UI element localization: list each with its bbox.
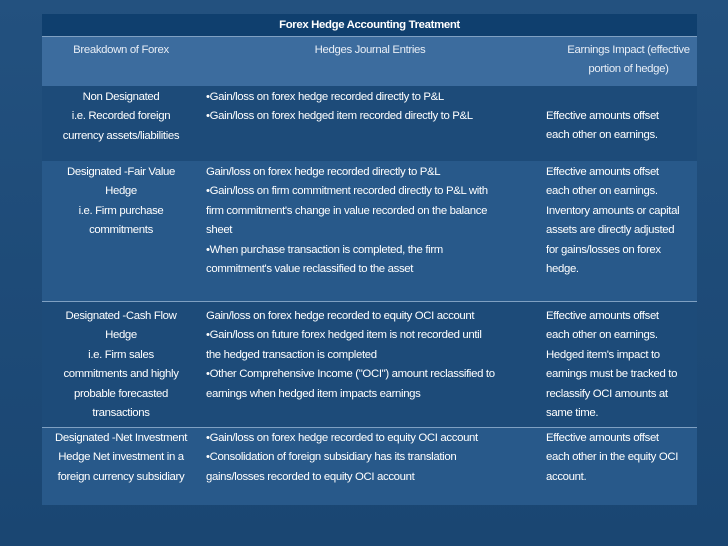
- cell-earnings-impact: [540, 161, 697, 302]
- cell-line: Effective amounts offset: [546, 432, 659, 444]
- cell-line: each other on earnings.: [546, 329, 658, 342]
- cell-breakdown: [42, 428, 200, 506]
- cell-line: account.: [546, 470, 587, 483]
- cell-line: Gain/loss on forex hedge recorded to equity OCI account: [206, 310, 475, 322]
- cell-line: transactions: [92, 407, 150, 420]
- cell-line: •Gain/loss on forex hedge recorded directly to P&L: [206, 91, 444, 103]
- cell-line: Hedge: [105, 185, 137, 198]
- cell-line: Effective amounts offset: [546, 310, 659, 322]
- cell-line: •Gain/loss on forex hedged item recorded directly to P&L: [206, 110, 473, 123]
- cell-breakdown: [42, 86, 200, 151]
- cell-line: Inventory amounts or capital: [546, 204, 680, 217]
- cell-line: hedge.: [546, 263, 579, 276]
- cell-line: Hedged item's impact to: [546, 348, 660, 361]
- cell-line: •Gain/loss on forex hedge recorded to equity OCI account: [206, 432, 478, 444]
- cell-line: Effective amounts offset: [546, 110, 659, 122]
- cell-line: probable forecasted: [73, 387, 169, 400]
- forex-hedge-table: [42, 14, 697, 505]
- table-title: Forex Hedge Accounting Treatment: [42, 14, 697, 37]
- cell-breakdown: [42, 161, 200, 302]
- cell-line: firm commitment's change in value recorded on the balance: [206, 204, 488, 217]
- cell-line: Designated -Net Investment: [54, 432, 188, 444]
- header-earnings-impact: [540, 37, 697, 87]
- cell-line: •Gain/loss on firm commitment recorded directly to P&L with: [206, 185, 488, 198]
- table-row-spacer: [42, 151, 697, 161]
- cell-earnings-impact: [540, 428, 697, 506]
- cell-line: commitments: [89, 224, 153, 237]
- cell-line: each other on earnings.: [546, 185, 658, 198]
- header-breakdown-of-forex: Breakdown of Forex: [42, 37, 200, 87]
- cell-earnings-impact: [540, 302, 697, 428]
- header-earnings-impact-line-1: Earnings Impact (effective: [567, 44, 690, 56]
- cell-line: Effective amounts offset: [546, 166, 659, 178]
- cell-line: Gain/loss on forex hedge recorded directly to P&L: [206, 166, 441, 178]
- cell-line: Hedge: [105, 329, 137, 342]
- cell-line: assets are directly adjusted: [546, 224, 675, 237]
- cell-line: Hedge Net investment in a: [58, 451, 184, 464]
- cell-line: •Consolidation of foreign subsidiary has its translation: [206, 451, 457, 464]
- cell-earnings-impact: [540, 86, 697, 151]
- cell-line: commitments and highly: [63, 368, 179, 381]
- table-row: [42, 302, 697, 428]
- cell-line: •When purchase transaction is completed, the firm: [206, 243, 443, 256]
- cell-line: each other in the equity OCI: [546, 451, 679, 464]
- cell-line: earnings must be tracked to: [546, 368, 678, 381]
- cell-line: i.e. Firm purchase: [78, 204, 164, 217]
- table-header-row: [42, 37, 697, 87]
- table-row: [42, 428, 697, 506]
- cell-line: Non Designated: [82, 91, 160, 103]
- cell-journal-entries: [200, 86, 540, 151]
- cell-journal-entries: [200, 161, 540, 302]
- forex-hedge-table-container: [42, 14, 697, 505]
- table-row: [42, 161, 697, 302]
- cell-line: foreign currency subsidiary: [57, 470, 185, 483]
- header-hedges-journal-entries: Hedges Journal Entries: [200, 37, 540, 87]
- cell-journal-entries: [200, 302, 540, 428]
- cell-line: gains/losses recorded to equity OCI account: [206, 470, 415, 483]
- cell-line: commitment's value reclassified to the asset: [206, 263, 414, 276]
- table-title-row: [42, 14, 697, 37]
- cell-line: currency assets/liabilities: [62, 129, 180, 142]
- cell-breakdown: [42, 302, 200, 428]
- cell-journal-entries: [200, 428, 540, 506]
- cell-line: sheet: [206, 224, 233, 237]
- cell-line: for gains/losses on forex: [546, 243, 661, 256]
- cell-line: same time.: [546, 407, 599, 420]
- cell-line: Designated -Fair Value: [67, 166, 175, 178]
- header-earnings-impact-line-2: portion of hedge): [588, 63, 669, 75]
- cell-line: earnings when hedged item impacts earnings: [206, 387, 421, 400]
- cell-line: the hedged transaction is completed: [206, 348, 377, 361]
- cell-line: •Gain/loss on future forex hedged item is not recorded until: [206, 329, 482, 342]
- cell-line: Designated -Cash Flow: [65, 310, 177, 322]
- table-row: [42, 86, 697, 151]
- cell-line: reclassify OCI amounts at: [546, 387, 668, 400]
- cell-line: i.e. Recorded foreign: [71, 110, 171, 123]
- cell-line: •Other Comprehensive Income ("OCI") amount reclassified to: [206, 368, 495, 381]
- cell-line: i.e. Firm sales: [88, 348, 154, 361]
- cell-line: each other on earnings.: [546, 129, 658, 142]
